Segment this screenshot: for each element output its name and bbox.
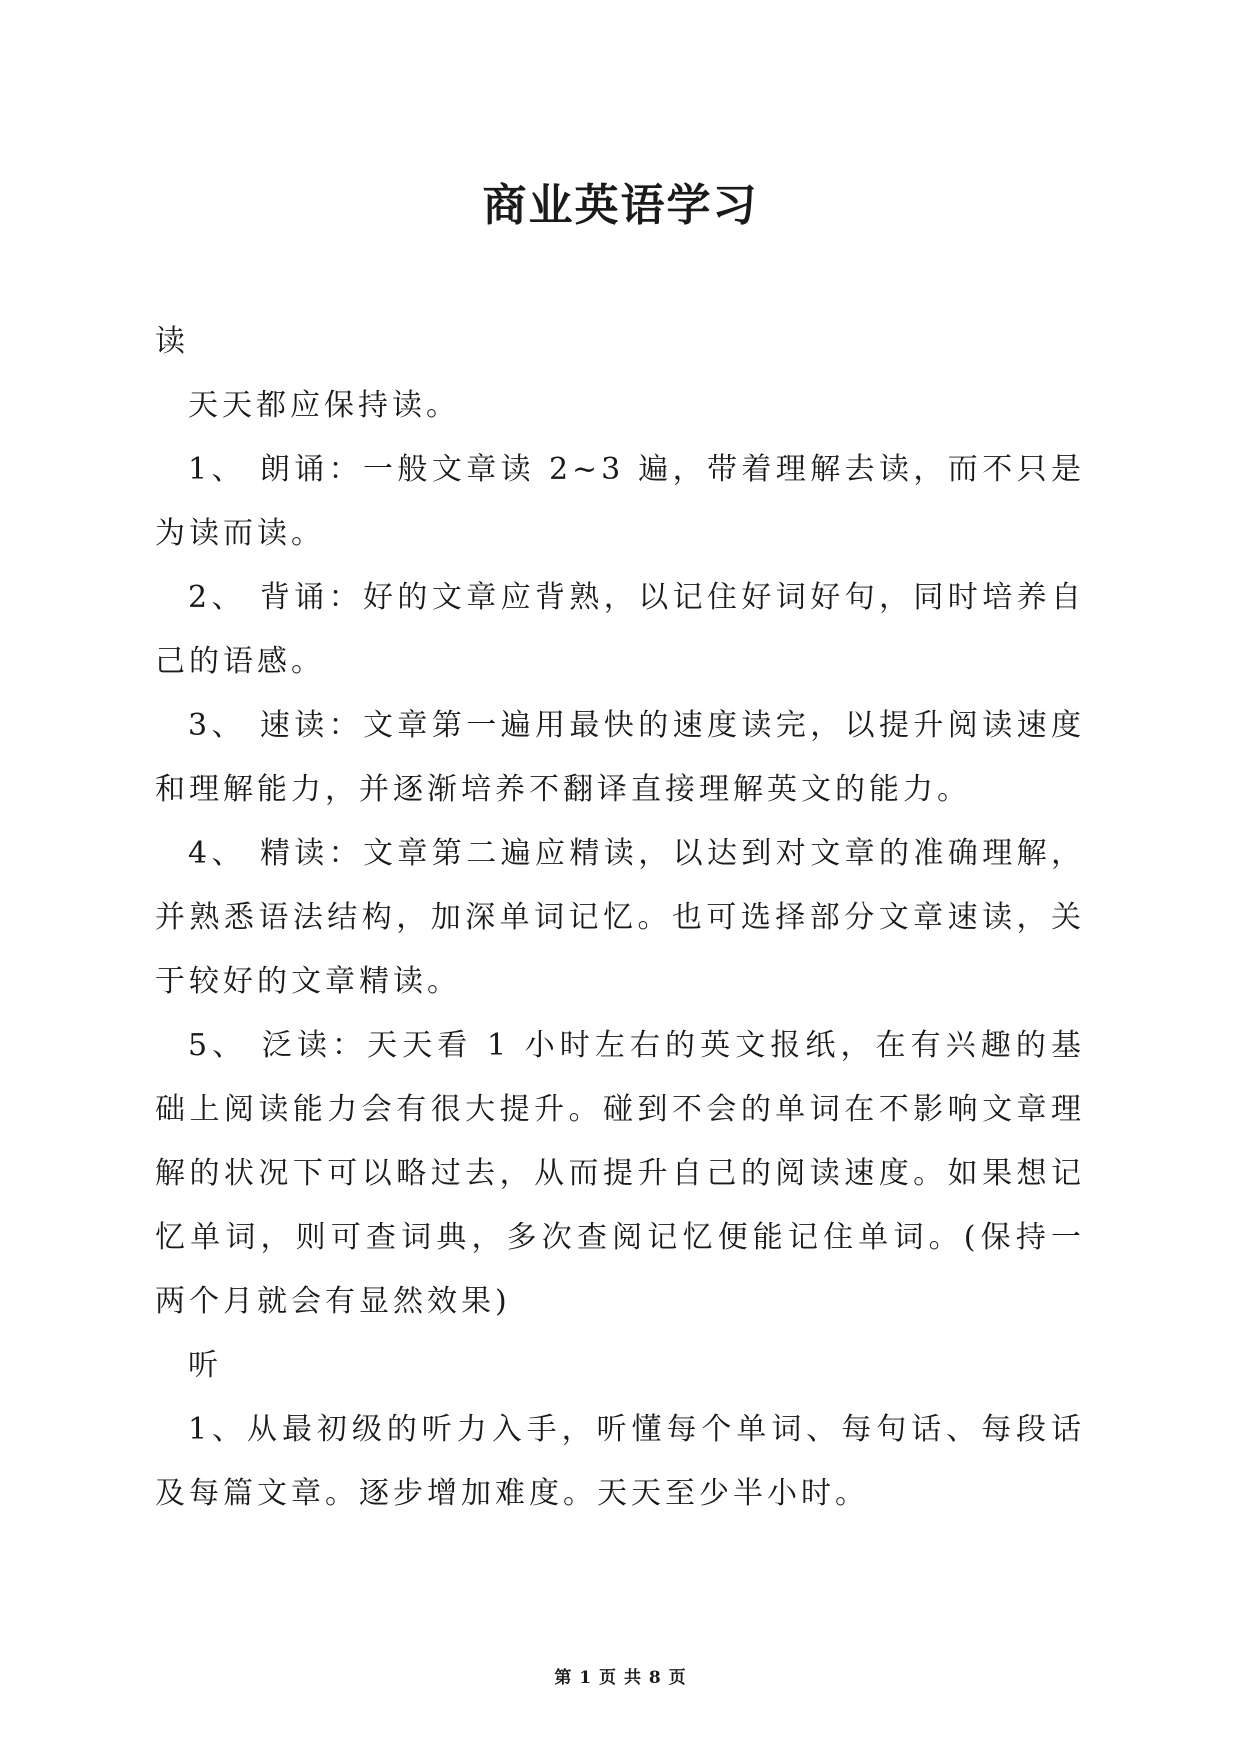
- paragraph: 3、 速读：文章第一遍用最快的速度读完，以提升阅读速度和理解能力，并逐渐培养不翻译直接理解英文的能力。: [155, 708, 1085, 807]
- section-heading: 听: [188, 1348, 222, 1383]
- page-footer: 第 1 页 共 8 页: [554, 1668, 687, 1688]
- paragraph: 天天都应保持读。: [188, 388, 460, 423]
- paragraph: 1、 朗诵：一般文章读 2~3 遍，带着理解去读，而不只是为读而读。: [155, 452, 1085, 551]
- document-title: 商业英语学习: [482, 180, 759, 231]
- paragraph: 1、从最初级的听力入手，听懂每个单词、每句话、每段话及每篇文章。逐步增加难度。天天至少半小时。: [155, 1412, 1085, 1511]
- paragraph: 5、 泛读：天天看 1 小时左右的英文报纸，在有兴趣的基础上阅读能力会有很大提升。碰到不会的单词在不影响文章理解的状况下可以略过去，从而提升自己的阅读速度。如果想记忆单词，则可查词典，多次查阅记忆便能记住单词。(保持一两个月就会有显然效果): [155, 1028, 1085, 1319]
- paragraph: 2、 背诵：好的文章应背熟，以记住好词好句，同时培养自己的语感。: [155, 580, 1085, 679]
- paragraph: 4、 精读：文章第二遍应精读，以达到对文章的准确理解，并熟悉语法结构，加深单词记忆。也可选择部分文章速读，关于较好的文章精读。: [155, 836, 1085, 999]
- paragraph: 读: [155, 324, 189, 359]
- document-body: [155, 310, 1085, 1526]
